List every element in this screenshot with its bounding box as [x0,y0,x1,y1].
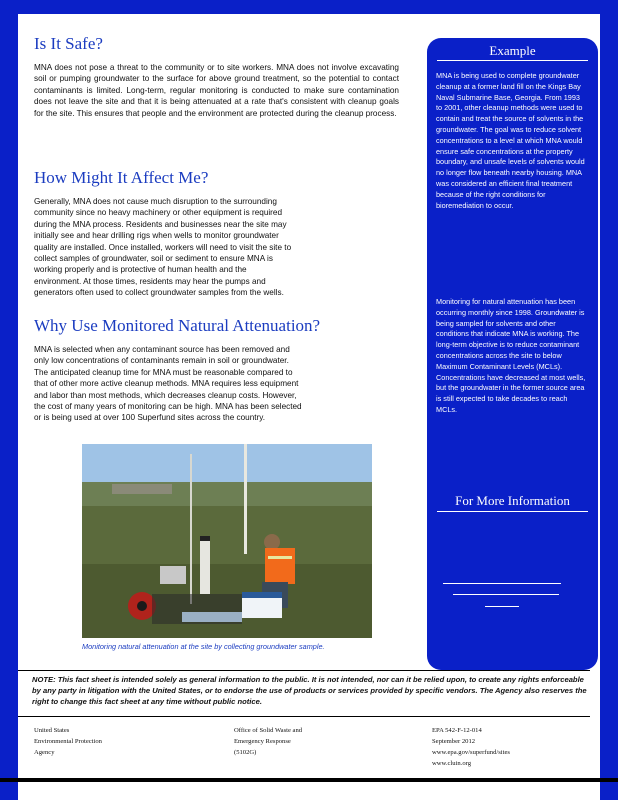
footer-office-line: Emergency Response [234,738,291,745]
note-bottom-rule [18,716,590,717]
sidebar-example-paragraph-1: MNA is being used to complete groundwater cleanup at a former land fill on the Kings Bay Naval Submarine Base, Georgia. From 1993 to 2001, other cleanup methods were used to contain and treat the source of solvents in the groundwater. The goal was to reduce solvent concentrations to a level at which MNA would ensure safe concentrations at the property boundary, and unsafe levels of solvents would no longer flow beneath nearby housing. MNA was considered an efficient final treatment because of the right conditions for bioremediation to occur. [436,71,585,210]
sidebar-info-rule [437,511,588,512]
footer-doc-link[interactable]: www.epa.gov/superfund/sites [432,749,510,756]
page-border-top [0,0,618,14]
sidebar-example-title: Example [489,43,536,58]
paragraph-why: MNA is selected when any contaminant source has been removed and only low concentrations of contaminants remain in soil or groundwater. The anticipated cleanup time for MNA must be reasonable compared to that of other more active cleanup methods. MNA requires less equipment and labor than most methods, which decreases cleanup costs. However, the cost of many years of monitoring can be high. MNA has been selected or is being used at over 100 Superfund sites across the country. [34,345,302,423]
sidebar-more-information-title: For More Information [455,493,570,508]
footer-agency [34,725,102,758]
page-border-right [600,0,618,800]
footer-doc-link[interactable]: www.cluin.org [432,760,472,767]
page [18,14,600,800]
disclaimer-note: NOTE: This fact sheet is intended solely as general information to the public. It is not intended, nor can it be relied upon, to create any rights enforceable by any party in litigation with the United States, or to endorse the use of products or services provided by specific vendors. The Agency also reserves the right to change this fact sheet at any time without public notice. [32,675,587,706]
footer-office [234,725,302,758]
info-blank-line-3 [485,606,519,607]
footer-agency-line: Environmental Protection [34,738,102,745]
note-top-rule [18,670,590,671]
sidebar-title-rule [437,60,588,61]
footer-agency-line: United States [34,727,70,734]
footer-agency-line: Agency [34,749,55,756]
heading-is-it-safe: Is It Safe? [34,34,103,53]
example-sidebar [427,38,598,670]
footer-doc-number: EPA 542-F-12-014 [432,727,482,734]
field-sampling-photo [82,444,372,638]
photo-illustration [82,444,372,638]
bottom-rule-bar [0,778,618,782]
info-blank-line-2 [453,594,559,595]
info-blank-line-1 [443,583,561,584]
footer-doc-date: September 2012 [432,738,476,745]
heading-why-use-mna: Why Use Monitored Natural Attenuation? [34,316,321,335]
page-border-left [0,0,18,800]
footer-document-info [432,725,510,769]
heading-how-might-it-affect-me: How Might It Affect Me? [34,168,209,187]
sidebar-example-paragraph-2: Monitoring for natural attenuation has been occurring monthly since 1998. Groundwater is being sampled for solvents and other conditions that indicate MNA is working. The long-term objective is to reduce contaminant concentrations across the site to below Maximum Contaminant Levels (MCLs). Concentrations have decreased at most wells, but the groundwater in the former source area is still expected to take decades to reach MCLs. [436,297,586,414]
paragraph-affect: Generally, MNA does not cause much disruption to the surrounding community since no heavy machinery or other equipment is required during the MNA process. Residents and businesses near the site may initially see and hear drilling rigs when wells to monitor groundwater quality are installed. Once installed, workers will need to visit the site to collect samples of groundwater, soil or sediment to ensure MNA is working properly and is protective of human health and the environment. At those times, residents may hear the pumps and generators often used to collect groundwater samples from the wells. [34,197,292,298]
footer-office-line: (5102G) [234,749,257,756]
footer-office-line: Office of Solid Waste and [234,727,303,734]
paragraph-is-it-safe: MNA does not pose a threat to the community or to site workers. MNA does not involve excavating soil or pumping groundwater to the surface for above ground treatment, so the potential to contact contaminants is limited. Long-term, regular monitoring is conducted to make sure contamination does not leave the site and that it is being attenuated at a rate that's consistent with cleanup goals for the site. This ensures that people and the environment are protected during the cleanup process. [34,63,399,118]
photo-caption: Monitoring natural attenuation at the site by collecting groundwater sample. [82,642,325,651]
